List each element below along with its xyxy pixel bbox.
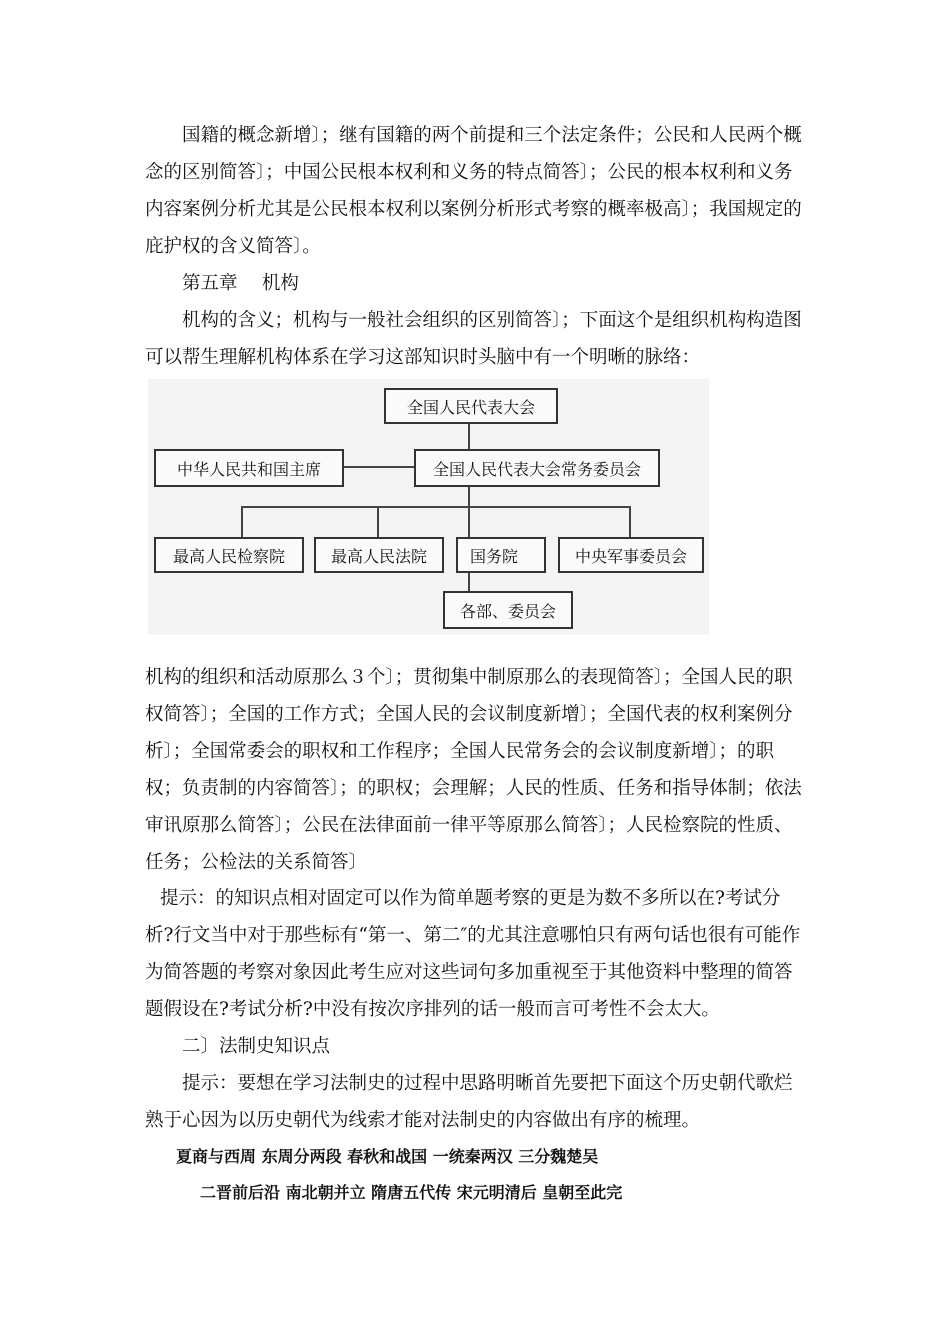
dynasty-song-line-1: 夏商与西周 东周分两段 春秋和战国 一统秦两汉 三分魏楚吴 bbox=[176, 1147, 599, 1166]
paragraph-principles: 机构的组织和活动原那么３个〕；贯彻集中制原那么的表现简答〕；全国人民的职权简答〕；全国的工作方式；全国人民的会议制度新增〕；全国代表的权利案例分析〕；全国常委会的职权和工作程序；全国人民常务会的会议制度新增〕；的职权；负责制的内容简答〕；的职权；会理解；人民的性质、任务和指导体制；依法审讯原那么简答〕；公民在法律面前一律平等原那么简答〕；人民检察院的性质、任务；公检法的关系简答〕 bbox=[145, 667, 802, 873]
paragraph-tip-exam: 提示：的知识点相对固定可以作为简单题考察的更是为数不多所以在?考试分析?行文当中对于那些标有“第一、第二″的尤其注意哪怕只有两句话也很有可能作为简答题的考察对象因此考生应对这些词句多加重视至于其他资料中整理的简答题假设在?考试分析?中没有按次序排列的话一般而言可考性不会太大。 bbox=[145, 888, 801, 1020]
dynasty-song-line-2: 二晋前后沿 南北朝并立 隋唐五代传 宋元明清后 皇朝至此完 bbox=[200, 1183, 623, 1202]
connector-court bbox=[377, 506, 379, 538]
box-npc: 全国人民代表大会 bbox=[384, 388, 558, 424]
box-procuratorate: 最高人民检察院 bbox=[154, 537, 304, 573]
box-president: 中华人民共和国主席 bbox=[154, 449, 344, 487]
connector-military bbox=[629, 506, 631, 538]
connector-ministries bbox=[468, 572, 470, 592]
paragraph-nationality: 国籍的概念新增〕；继有国籍的两个前提和三个法定条件；公民和人民两个概念的区别简答〕；中国公民根本权利和义务的特点简答〕；公民的根本权利和义务内容案例分析尤其是公民根本权利以案例分析形式考察的概率极高〕；我国规定的庇护权的含义简答〕。 bbox=[145, 125, 802, 257]
chapter-heading: 第五章 机构 bbox=[182, 273, 299, 294]
box-military: 中央军事委员会 bbox=[558, 537, 704, 573]
box-ministries: 各部、委员会 bbox=[443, 591, 573, 629]
connector-horizontal bbox=[241, 506, 631, 508]
connector-procuratorate bbox=[241, 506, 243, 538]
connector-president bbox=[343, 466, 415, 468]
org-chart bbox=[148, 379, 709, 635]
connector-state-council bbox=[468, 506, 470, 538]
connector-npc bbox=[468, 423, 470, 449]
section-heading-legal-history: 二〕法制史知识点 bbox=[182, 1036, 331, 1057]
box-state-council: 国务院 bbox=[456, 537, 546, 573]
box-court: 最高人民法院 bbox=[314, 537, 444, 573]
connector-standing-down bbox=[468, 487, 470, 507]
paragraph-tip-dynasty: 提示：要想在学习法制史的过程中思路明晰首先要把下面这个历史朝代歌烂熟于心因为以历史朝代为线索才能对法制史的内容做出有序的梳理。 bbox=[145, 1073, 793, 1131]
box-standing-committee: 全国人民代表大会常务委员会 bbox=[414, 449, 660, 487]
paragraph-institution-intro: 机构的含义；机构与一般社会组织的区别简答〕；下面这个是组织机构构造图可以帮生理解机构体系在学习这部知识时头脑中有一个明晰的脉络： bbox=[145, 310, 802, 368]
